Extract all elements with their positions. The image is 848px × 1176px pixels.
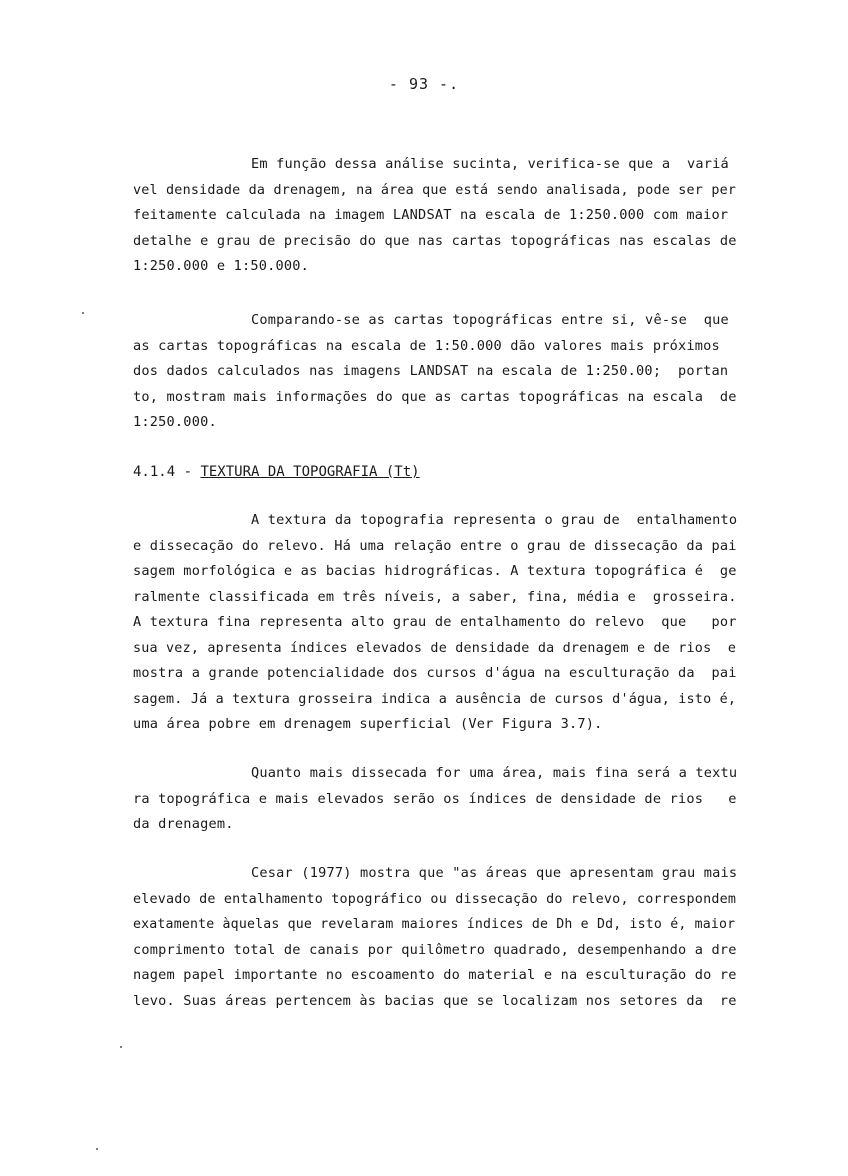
scan-speck [82,312,84,314]
text-line: Cesar (1977) mostra que "as áreas que apresentam grau mais [251,865,738,881]
text-line: uma área pobre em drenagem superficial (Ver Figura 3.7). [133,716,603,732]
text-line: Quanto mais dissecada for uma área, mais fina será a textu [251,765,738,781]
text-line: feitamente calculada na imagem LANDSAT na escala de 1:250.000 com maior [133,207,729,223]
text-line: levo. Suas áreas pertencem às bacias que se localizam nos setores da re [133,992,737,1009]
text-line: elevado de entalhamento topográfico ou dissecação do relevo, correspondem [133,891,737,907]
page-number: - 93 -. [388,75,460,93]
paragraph-4 [133,761,739,838]
text-line: da drenagem. [133,816,234,832]
text-line: 1:250.000. [133,414,217,430]
text-line: mostra a grande potencialidade dos cursos d'água na esculturação da pai [133,665,737,681]
scan-speck [96,1148,98,1150]
scan-speck [120,1046,122,1048]
text-line: Comparando-se as cartas topográficas entre si, vê-se que [251,312,729,328]
text-line: vel densidade da drenagem, na área que está sendo analisada, pode ser per [133,182,737,198]
text-line: 1:250.000 e 1:50.000. [133,258,310,274]
section-title: TEXTURA DA TOPOGRAFIA (Tt) [200,464,420,480]
text-line: A textura da topografia representa o grau de entalhamento [251,512,738,528]
paragraph-3 [133,508,739,738]
paragraph-1 [133,152,739,280]
text-line: ralmente classificada em três níveis, a saber, fina, média e grosseira. [133,588,737,605]
text-line: ra topográfica e mais elevados serão os índices de densidade de rios e [133,790,737,807]
text-line: nagem papel importante no escoamento do material e na esculturação do re [133,967,737,983]
section-heading [133,460,420,484]
text-line: comprimento total de canais por quilômetro quadrado, desempenhando a dre [133,941,737,958]
text-line: dos dados calculados nas imagens LANDSAT na escala de 1:250.00; portan [133,363,729,379]
text-line: Em função dessa análise sucinta, verifica-se que a variá [251,156,729,172]
section-number: 4.1.4 - [133,464,201,480]
text-line: sagem. Já a textura grosseira indica a ausência de cursos d'água, isto é, [133,691,737,707]
paragraph-5 [133,861,739,1014]
text-line: detalhe e grau de precisão do que nas cartas topográficas nas escalas de [133,232,737,249]
paragraph-2 [133,308,739,436]
text-line: A textura fina representa alto grau de entalhamento do relevo que por [133,614,737,630]
text-line: as cartas topográficas na escala de 1:50.000 dão valores mais próximos [133,337,720,354]
text-line: exatamente àquelas que revelaram maiores índices de Dh e Dd, isto é, maior [133,917,736,932]
text-line: to, mostram mais informações do que as cartas topográficas na escala de [133,388,737,405]
text-line: sagem morfológica e as bacias hidrográficas. A textura topográfica é ge [133,563,737,579]
text-line: sua vez, apresenta índices elevados de densidade da drenagem e de rios e [133,640,737,656]
text-line: e dissecação do relevo. Há uma relação entre o grau de dissecação da pai [133,537,737,554]
